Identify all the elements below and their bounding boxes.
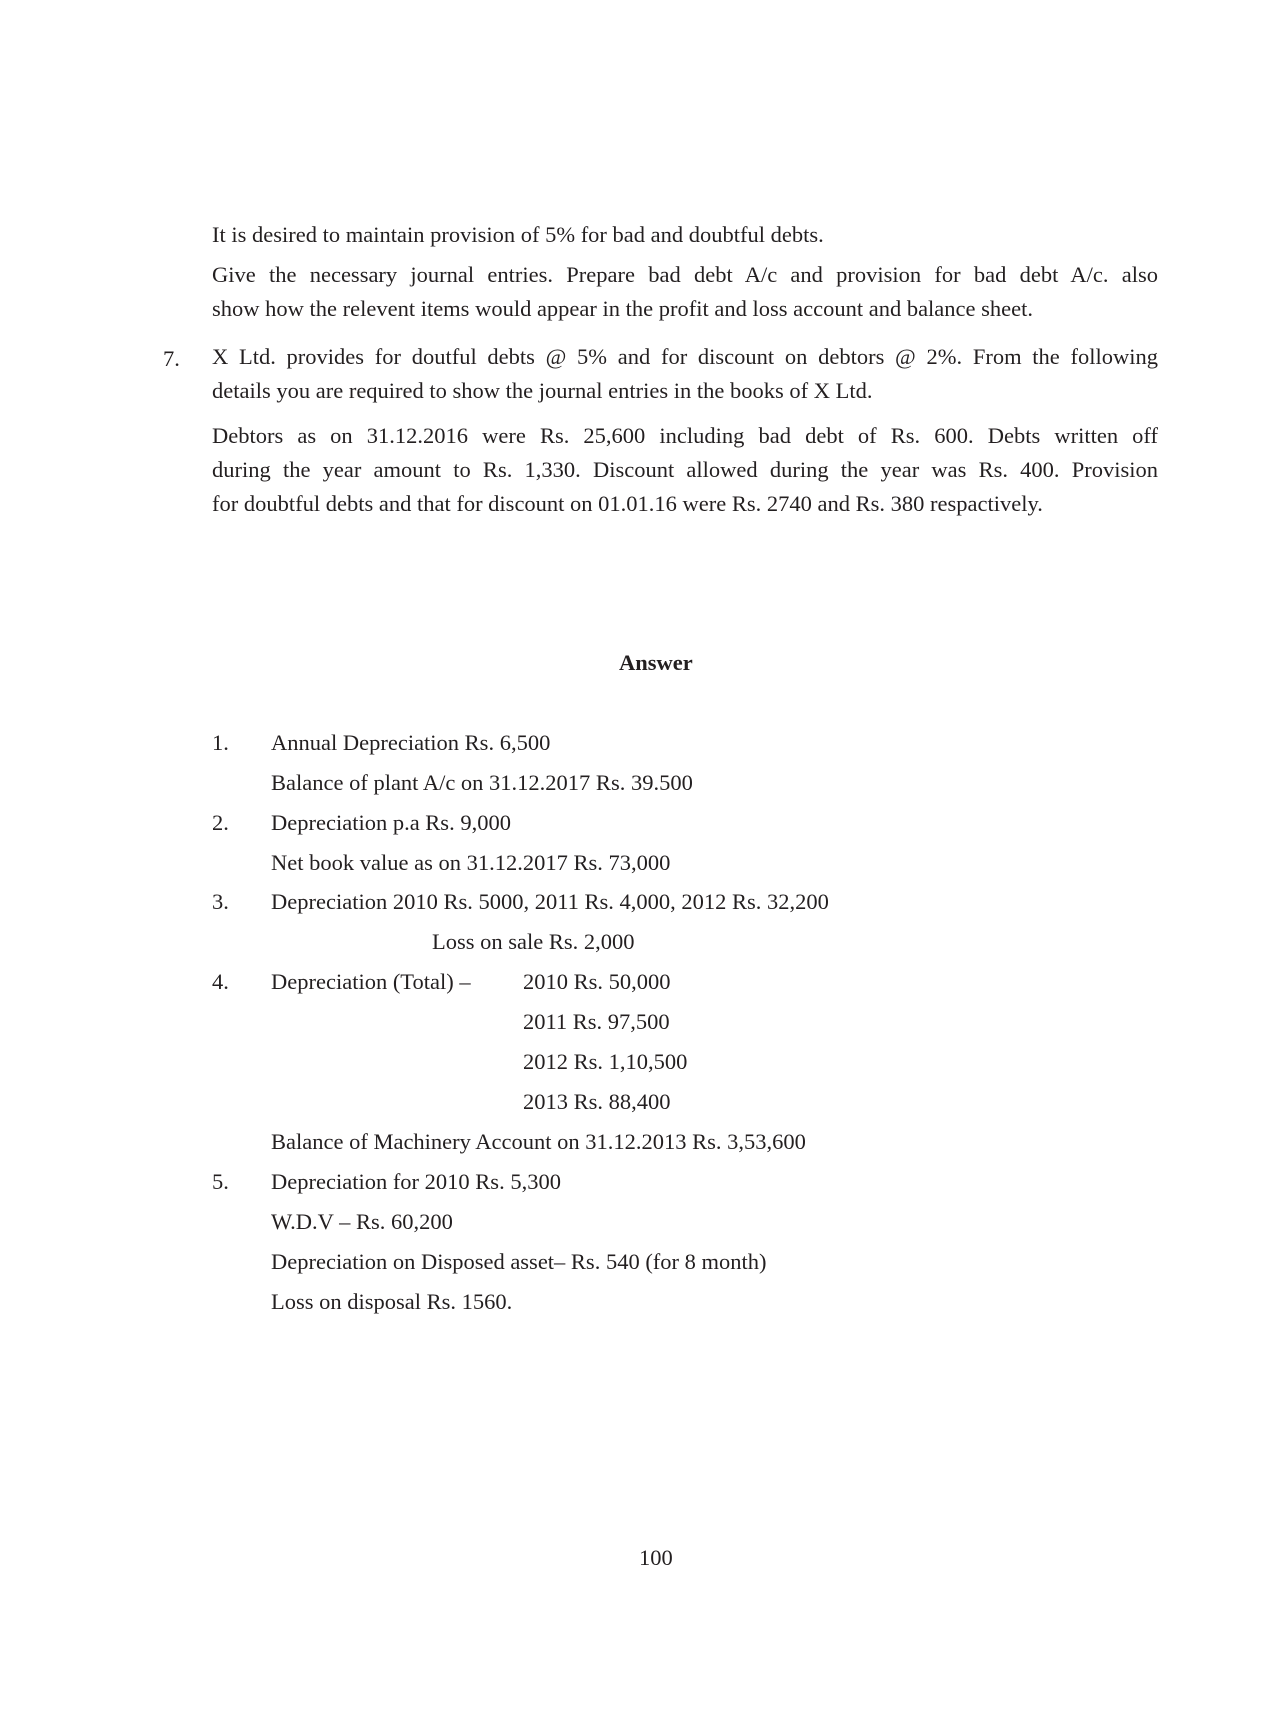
answer-4-number: 4. [212, 969, 229, 994]
answer-2-line-2: Net book value as on 31.12.2017 Rs. 73,000 [271, 850, 671, 875]
question-line: for doubtful debts and that for discount on 01.01.16 were Rs. 2740 and Rs. 380 respactively. [212, 491, 1043, 516]
answer-3-line-2: Loss on sale Rs. 2,000 [432, 929, 635, 954]
answer-4-label: Depreciation (Total) – [271, 969, 471, 994]
answer-1-line-1: Annual Depreciation Rs. 6,500 [271, 730, 551, 755]
question-line: details you are required to show the journal entries in the books of X Ltd. [212, 378, 873, 403]
question-line: during the year amount to Rs. 1,330. Discount allowed during the year was Rs. 400. Provision [212, 457, 1158, 482]
answer-heading: Answer [619, 650, 693, 675]
page-number: 100 [639, 1545, 673, 1570]
answer-4-year: 2012 Rs. 1,10,500 [523, 1049, 688, 1074]
intro-paragraph-line: show how the relevent items would appear in the profit and loss account and balance sheet. [212, 296, 1033, 321]
question-line: Debtors as on 31.12.2016 were Rs. 25,600 including bad debt of Rs. 600. Debts written off [212, 423, 1158, 448]
question-7-paragraph-2 [212, 419, 1158, 521]
answer-5-line-4: Loss on disposal Rs. 1560. [271, 1289, 513, 1314]
answer-3-line-1: Depreciation 2010 Rs. 5000, 2011 Rs. 4,000, 2012 Rs. 32,200 [271, 889, 829, 914]
question-line: X Ltd. provides for doutful debts @ 5% and for discount on debtors @ 2%. From the following [212, 344, 1158, 369]
answer-1-line-2: Balance of plant A/c on 31.12.2017 Rs. 39.500 [271, 770, 693, 795]
answer-5-line-1: Depreciation for 2010 Rs. 5,300 [271, 1169, 561, 1194]
answer-5-number: 5. [212, 1169, 229, 1194]
intro-line: It is desired to maintain provision of 5% for bad and doubtful debts. [212, 222, 824, 247]
answer-4-balance: Balance of Machinery Account on 31.12.2013 Rs. 3,53,600 [271, 1129, 806, 1154]
answer-5-line-3: Depreciation on Disposed asset– Rs. 540 (for 8 month) [271, 1249, 767, 1274]
answer-2-line-1: Depreciation p.a Rs. 9,000 [271, 810, 511, 835]
answer-5-line-2: W.D.V – Rs. 60,200 [271, 1209, 453, 1234]
intro-paragraph-line: Give the necessary journal entries. Prepare bad debt A/c and provision for bad debt A/c. also [212, 262, 1158, 287]
question-7-paragraph-1 [212, 340, 1158, 408]
answer-4-year: 2013 Rs. 88,400 [523, 1089, 671, 1114]
question-number: 7. [163, 346, 180, 371]
answer-2-number: 2. [212, 810, 229, 835]
answer-4-year: 2010 Rs. 50,000 [523, 969, 671, 994]
answer-4-year: 2011 Rs. 97,500 [523, 1009, 670, 1034]
answer-3-number: 3. [212, 889, 229, 914]
intro-paragraph [212, 258, 1158, 326]
answer-1-number: 1. [212, 730, 229, 755]
